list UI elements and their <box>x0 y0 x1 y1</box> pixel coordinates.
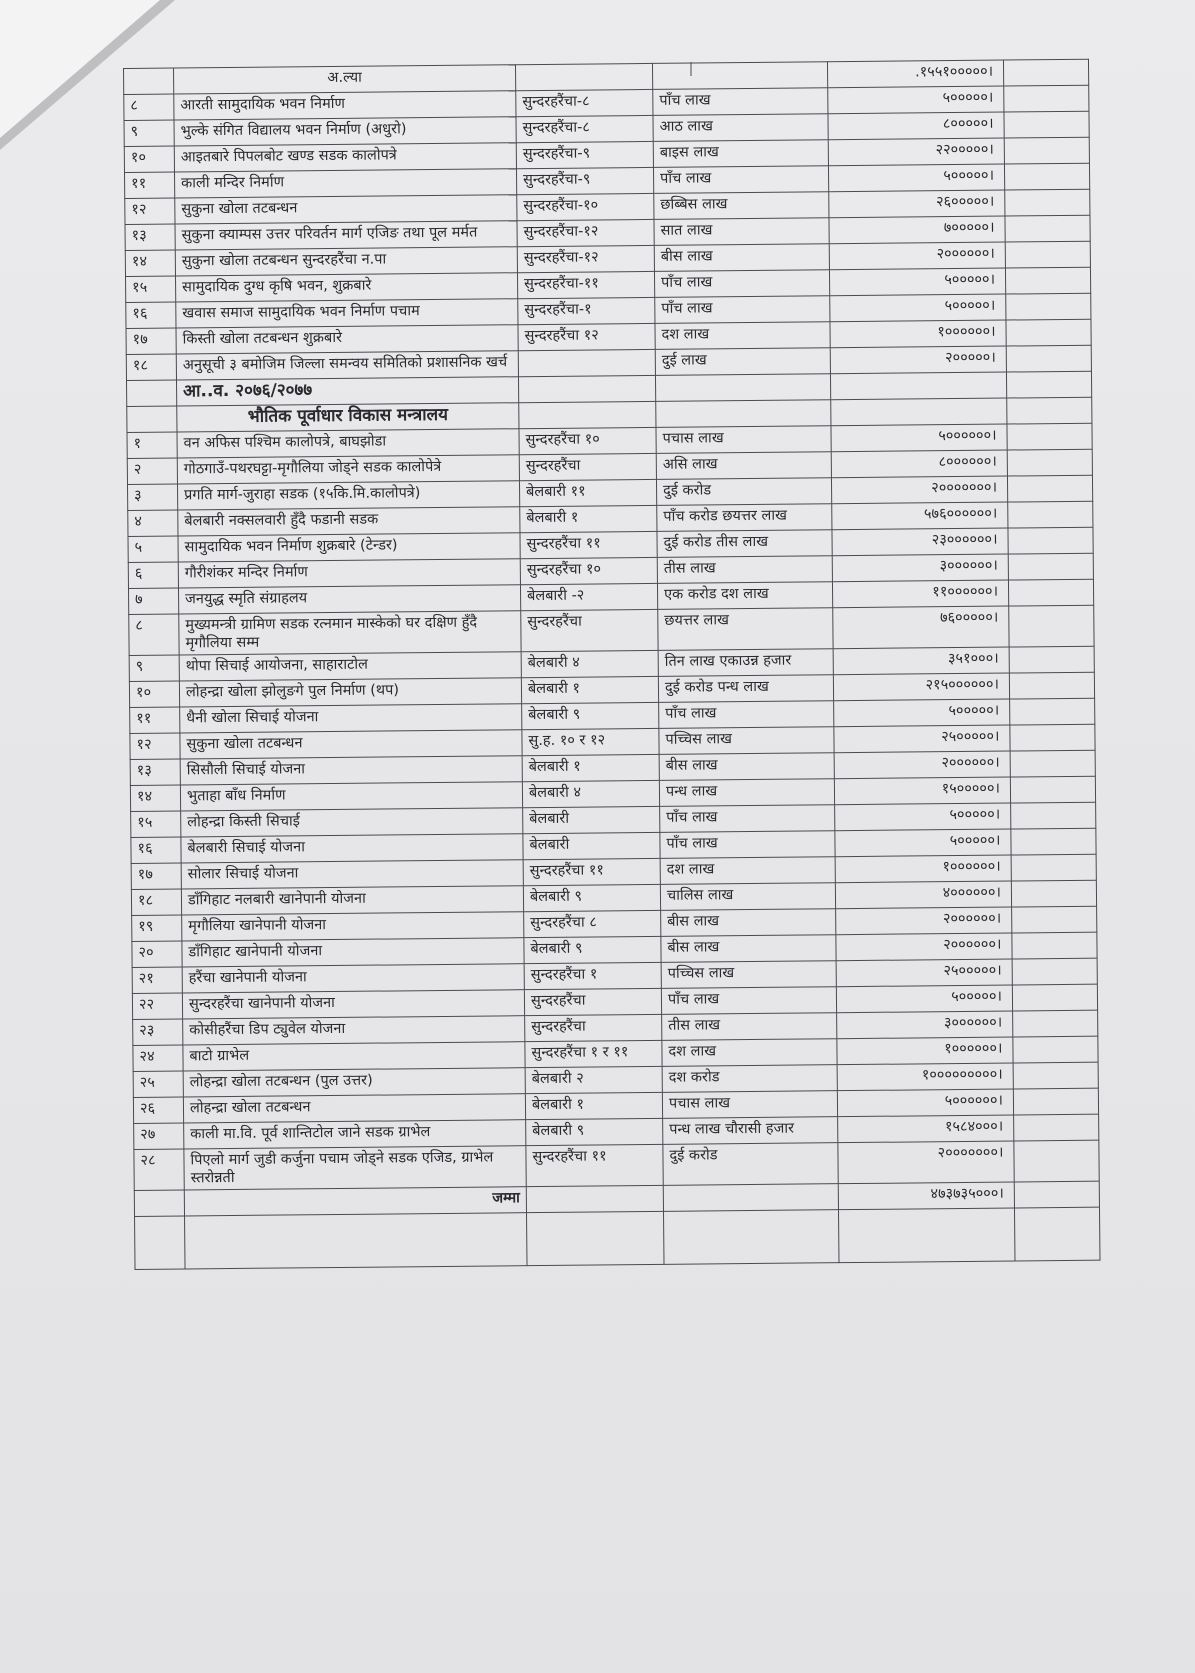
blank-cell <box>1004 137 1089 164</box>
project-name: सुकुना खोला तटबन्धन <box>180 730 522 759</box>
amount-figure: ५०००००। <box>835 803 1011 831</box>
ward-location: सुन्दरहरैंचा-१२ <box>517 245 654 272</box>
amount-figure: २५०००००। <box>836 959 1012 987</box>
serial-number: २८ <box>134 1149 184 1190</box>
serial-number: ११ <box>125 172 175 198</box>
amount-in-words: तीस लाख <box>662 1013 837 1041</box>
blank-cell <box>1009 646 1094 673</box>
blank-cell <box>1011 854 1096 881</box>
amount-in-words: पचास लाख <box>656 426 831 454</box>
ward-location: सुन्दरहरैंचा-११ <box>517 271 654 298</box>
blank-cell <box>1006 345 1091 372</box>
project-name: बेलबारी सिचाई योजना <box>181 834 523 863</box>
ward-location: सुन्दरहरैंचा ८ <box>524 910 661 937</box>
ward-location: सुन्दरहरैंचा १२ <box>518 323 655 350</box>
amount-figure: २०००००। <box>830 346 1006 374</box>
ward-location: सुन्दरहरैंचा ११ <box>520 531 657 558</box>
amount-figure: १५८४०००। <box>838 1115 1014 1143</box>
blank-cell <box>838 1208 1015 1263</box>
ward-location: सुन्दरहरैंचा-८ <box>516 115 653 142</box>
total-label: जम्मा <box>184 1187 526 1216</box>
blank-cell <box>831 398 1007 426</box>
project-name: बेलबारी नक्सलवारी हुँदै फडानी सडक <box>178 507 520 536</box>
ward-location: बेलबारी १ <box>520 505 657 532</box>
amount-figure: २२०००००। <box>828 138 1004 166</box>
serial-number: १ <box>127 432 177 458</box>
ward-location: सुन्दरहरैंचा <box>521 609 658 651</box>
blank-cell <box>663 1184 838 1212</box>
blank-cell <box>1007 397 1092 424</box>
amount-in-words: बीस लाख <box>661 935 836 963</box>
amount-figure: ५०००००। <box>830 294 1006 322</box>
amount-figure: ३५१०००। <box>833 647 1009 675</box>
ward-location: सुन्दरहरैंचा <box>519 453 656 480</box>
amount-figure: २००००००। <box>836 907 1012 935</box>
amount-figure: १५०००००। <box>834 777 1010 805</box>
amount-in-words: पाँच लाख <box>660 831 835 859</box>
amount-figure: १००००००। <box>837 1037 1013 1065</box>
project-name: सुकुना क्याम्पस उत्तर परिवर्तन मार्ग एजिङ तथा पूल मर्मत <box>175 221 517 250</box>
amount-in-words: पाँच लाख <box>653 166 828 194</box>
serial-number: १५ <box>131 811 181 837</box>
amount-in-words: दश लाख <box>662 1039 837 1067</box>
amount-figure: ८००००००। <box>831 450 1007 478</box>
blank-cell <box>1012 984 1097 1011</box>
serial-number: २६ <box>133 1097 183 1123</box>
ward-location: बेलबारी ९ <box>526 1118 663 1145</box>
serial-number: १६ <box>131 837 181 863</box>
ward-location: बेलबारी ९ <box>522 702 659 729</box>
serial-number: १८ <box>131 889 181 915</box>
amount-in-words: दुई करोड <box>656 478 831 506</box>
blank-cell <box>1008 553 1093 580</box>
project-name: आरती सामुदायिक भवन निर्माण <box>174 91 516 120</box>
amount-figure: २६०००००। <box>829 190 1005 218</box>
amount-in-words: पचास लाख <box>662 1091 837 1119</box>
blank-cell <box>1008 527 1093 554</box>
amount-in-words: एक करोड दश लाख <box>657 582 832 610</box>
serial-number: ५ <box>128 536 178 562</box>
blank-cell <box>1012 932 1097 959</box>
amount-in-words: आठ लाख <box>653 114 828 142</box>
amount-figure: ५०००००। <box>828 164 1004 192</box>
blank-cell <box>1012 906 1097 933</box>
blank-cell <box>126 380 176 406</box>
ward-location: बेलबारी ९ <box>523 884 660 911</box>
serial-number: १३ <box>130 759 180 785</box>
ward-location: बेलबारी ९ <box>524 936 661 963</box>
amount-in-words: दश लाख <box>655 322 830 350</box>
amount-figure: ७६०००००। <box>833 606 1009 649</box>
blank-cell <box>1014 1207 1100 1261</box>
blank-cell <box>1004 163 1089 190</box>
amount-in-words: पाँच करोड छयत्तर लाख <box>657 504 832 532</box>
ward-location: बेलबारी <box>523 806 660 833</box>
amount-figure: २३००००००। <box>832 528 1008 556</box>
blank-cell <box>1013 1010 1098 1037</box>
serial-number: ९ <box>124 120 174 146</box>
ward-location <box>518 349 655 376</box>
amount-figure: १०००००००००। <box>837 1063 1013 1091</box>
blank-cell <box>1011 828 1096 855</box>
ward-location: सुन्दरहरैंचा-८ <box>516 89 653 116</box>
amount-in-words: पच्चिस लाख <box>661 961 836 989</box>
ward-location: बेलबारी २ <box>525 1066 662 1093</box>
project-name: सुन्दरहरैंचा खानेपानी योजना <box>182 990 524 1019</box>
project-name: काली मा.वि. पूर्व शान्तिटोल जाने सडक ग्राभेल <box>184 1120 526 1149</box>
amount-in-words: दुई करोड पन्ध लाख <box>658 675 833 703</box>
serial-number: १५ <box>126 276 176 302</box>
amount-figure: २००००००। <box>829 242 1005 270</box>
amount-figure: ४००००००। <box>835 881 1011 909</box>
serial-number: ४ <box>128 510 178 536</box>
amount-in-words: दुई करोड तीस लाख <box>657 530 832 558</box>
blank-cell <box>1004 85 1089 112</box>
project-name: मृगौलिया खानेपानी योजना <box>182 912 524 941</box>
serial-number: ६ <box>128 562 178 588</box>
ministry-heading: भौतिक पूर्वाधार विकास मन्त्रालय <box>177 403 519 432</box>
serial-number: १६ <box>126 302 176 328</box>
serial-number: १४ <box>130 785 180 811</box>
amount-in-words: सात लाख <box>654 218 829 246</box>
amount-in-words: दुई करोड <box>663 1143 838 1186</box>
project-name: डाँगिहाट नलबारी खानेपानी योजना <box>181 886 523 915</box>
top-row-amount: .१५५१०००००। <box>827 60 1003 88</box>
ward-location: सुन्दरहरैंचा <box>524 988 661 1015</box>
amount-figure: ३००००००। <box>832 554 1008 582</box>
fiscal-year-heading: आ..व. २०७६/२०७७ <box>176 377 518 406</box>
serial-number: २१ <box>132 967 182 993</box>
empty-footer-row <box>135 1207 1100 1269</box>
ward-location: सुन्दरहरैंचा ११ <box>526 1144 663 1186</box>
amount-in-words: पाँच लाख <box>659 701 834 729</box>
blank-cell <box>1007 449 1092 476</box>
amount-in-words: पाँच लाख <box>655 296 830 324</box>
amount-in-words: पाँच लाख <box>654 270 829 298</box>
serial-number: २३ <box>133 1019 183 1045</box>
ward-location: सुन्दरहरैंचा १ <box>524 962 661 989</box>
amount-figure: ५०००००। <box>835 829 1011 857</box>
budget-table-sheet <box>123 59 1099 1270</box>
ward-location: बेलबारी -२ <box>520 583 657 610</box>
amount-figure: २०००००००। <box>831 476 1007 504</box>
serial-number: ८ <box>129 614 179 655</box>
amount-in-words: दश करोड <box>662 1065 837 1093</box>
amount-in-words: चालिस लाख <box>660 883 835 911</box>
blank-cell <box>1008 579 1093 606</box>
project-name: हरैंचा खानेपानी योजना <box>182 964 524 993</box>
project-name: काली मन्दिर निर्माण <box>175 169 517 198</box>
amount-in-words: तीस लाख <box>657 556 832 584</box>
blank-cell <box>1006 293 1091 320</box>
amount-in-words: बीस लाख <box>654 244 829 272</box>
serial-number: १७ <box>131 863 181 889</box>
serial-number: १३ <box>125 224 175 250</box>
blank-cell <box>1013 1062 1098 1089</box>
blank-cell <box>1007 475 1092 502</box>
blank-cell <box>664 1210 840 1265</box>
blank-cell <box>1008 501 1093 528</box>
ward-location: सुन्दरहरैंचा <box>525 1014 662 1041</box>
blank-cell <box>655 374 830 402</box>
ward-location: बेलबारी १ <box>525 1092 662 1119</box>
project-name: बाटो ग्राभेल <box>183 1042 525 1071</box>
blank-cell <box>1014 1114 1099 1141</box>
amount-in-words: बीस लाख <box>659 753 834 781</box>
blank-cell <box>518 375 655 402</box>
project-name: अनुसूची ३ बमोजिम जिल्ला समन्वय समितिको प्रशासनिक खर्च <box>176 351 518 380</box>
amount-figure: २००००००। <box>834 751 1010 779</box>
serial-number: १२ <box>130 733 180 759</box>
project-name: वन अफिस पश्चिम कालोपत्रे, बाघझोडा <box>177 429 519 458</box>
amount-in-words: पाँच लाख <box>660 805 835 833</box>
amount-in-words: असि लाख <box>656 452 831 480</box>
project-name: आइतबारे पिपलबोट खण्ड सडक कालोपत्रे <box>174 143 516 172</box>
amount-figure: ७०००००। <box>829 216 1005 244</box>
blank-cell <box>1005 189 1090 216</box>
project-name: गौरीशंकर मन्दिर निर्माण <box>178 559 520 588</box>
amount-figure: ५००००००। <box>837 1089 1013 1117</box>
blank-cell <box>127 406 177 432</box>
serial-number: १९ <box>132 915 182 941</box>
serial-number: १० <box>129 681 179 707</box>
amount-figure: १००००००। <box>830 320 1006 348</box>
project-name: किस्ती खोला तटबन्धन शुक्रबारे <box>176 325 518 354</box>
blank-cell <box>1005 267 1090 294</box>
blank-cell <box>1010 776 1095 803</box>
blank-cell <box>1013 1088 1098 1115</box>
blank-cell <box>1004 111 1089 138</box>
serial-number: १० <box>124 146 174 172</box>
blank-cell <box>1005 241 1090 268</box>
project-name: लोहन्द्रा खोला तटबन्धन <box>183 1094 525 1123</box>
blank-cell <box>1011 880 1096 907</box>
amount-figure: ३००००००। <box>837 1011 1013 1039</box>
blank-cell <box>1011 802 1096 829</box>
ward-location: सुन्दरहरैंचा १० <box>519 427 656 454</box>
serial-number: २५ <box>133 1071 183 1097</box>
amount-in-words: दश लाख <box>660 857 835 885</box>
project-name: सुकुना खोला तटबन्धन <box>175 195 517 224</box>
amount-in-words: पच्चिस लाख <box>659 727 834 755</box>
amount-figure: २००००००। <box>836 933 1012 961</box>
blank-cell <box>1012 958 1097 985</box>
amount-in-words: पाँच लाख <box>661 987 836 1015</box>
serial-number: २४ <box>133 1045 183 1071</box>
serial-number: १२ <box>125 198 175 224</box>
serial-number: ९ <box>129 655 179 681</box>
serial-number: १४ <box>125 250 175 276</box>
project-name: सिसौली सिचाई योजना <box>180 756 522 785</box>
serial-number: ७ <box>128 588 178 614</box>
project-name: डाँगिहाट खानेपानी योजना <box>182 938 524 967</box>
ward-location: सुन्दरहरैंचा-९ <box>516 141 653 168</box>
project-name: गोठगाउँ-पथरघट्टा-मृगौलिया जोड्ने सडक कालोपेत्रे <box>177 455 519 484</box>
ward-location: सुन्दरहरैंचा ११ <box>523 858 660 885</box>
blank-cell <box>135 1216 186 1269</box>
serial-number: २२ <box>132 993 182 1019</box>
project-name: सोलार सिचाई योजना <box>181 860 523 889</box>
amount-in-words: छयत्तर लाख <box>658 608 833 651</box>
blank-cell <box>1007 423 1092 450</box>
ward-location: सुन्दरहरैंचा १० <box>520 557 657 584</box>
project-name: लोहन्द्रा खोला झोलुङगे पुल निर्माण (थप) <box>179 678 521 707</box>
blank-cell <box>185 1213 527 1269</box>
project-name: मुख्यमन्त्री ग्रामिण सडक रत्नमान मास्केको घर दक्षिण हुँदै मृगौलिया सम्म <box>179 611 521 655</box>
serial-number: २० <box>132 941 182 967</box>
ward-location: सुन्दरहरैंचा-१२ <box>517 219 654 246</box>
ward-location: बेलबारी ११ <box>519 479 656 506</box>
amount-figure: २१५००००००। <box>833 673 1009 701</box>
serial-number: १७ <box>126 328 176 354</box>
ward-location: सुन्दरहरैंचा १ र ११ <box>525 1040 662 1067</box>
blank-cell <box>1006 319 1091 346</box>
serial-number: ३ <box>127 484 177 510</box>
project-name: लोहन्द्रा खोला तटबन्धन (पुल उत्तर) <box>183 1068 525 1097</box>
budget-table <box>123 59 1100 1270</box>
blank-cell <box>1005 215 1090 242</box>
serial-number: ११ <box>130 707 180 733</box>
ward-location: सु.ह. १० र १२ <box>522 728 659 755</box>
project-name: प्रगति मार्ग-जुराहा सडक (१५कि.मि.कालोपत्रे) <box>177 481 519 510</box>
serial-number: २७ <box>134 1123 184 1149</box>
blank-cell <box>1009 605 1094 647</box>
amount-in-words: दुई लाख <box>655 348 830 376</box>
project-name: कोसीहरैंचा डिप ट्युवेल योजना <box>183 1016 525 1045</box>
blank-cell <box>1010 750 1095 777</box>
amount-figure: ११००००००। <box>832 580 1008 608</box>
amount-figure: ५००००००। <box>831 424 1007 452</box>
blank-cell <box>527 1211 665 1265</box>
ward-location: बेलबारी १ <box>522 754 659 781</box>
amount-in-words: छब्बिस लाख <box>654 192 829 220</box>
blank-cell <box>1013 1036 1098 1063</box>
blank-cell <box>526 1185 663 1212</box>
amount-figure: ५०००००। <box>828 86 1004 114</box>
amount-in-words: तिन लाख एकाउन्न हजार <box>658 649 833 677</box>
project-name: लोहन्द्रा किस्ती सिचाई <box>181 808 523 837</box>
blank-cell <box>519 401 656 428</box>
amount-figure: २०००००००। <box>838 1141 1014 1184</box>
project-name: सामुदायिक दुग्ध कृषि भवन, शुक्रबारे <box>175 273 517 302</box>
blank-cell <box>134 1190 184 1216</box>
blank-cell <box>1014 1181 1099 1208</box>
amount-figure: ८०००००। <box>828 112 1004 140</box>
amount-in-words: पन्ध लाख चौरासी हजार <box>663 1117 838 1145</box>
blank-cell <box>1010 724 1095 751</box>
ward-location: सुन्दरहरैंचा-१ <box>518 297 655 324</box>
ward-location: बेलबारी ४ <box>521 650 658 677</box>
serial-number: १८ <box>126 354 176 380</box>
project-name: सामुदायिक भवन निर्माण शुक्रबारे (टेन्डर) <box>178 533 520 562</box>
amount-in-words: पाँच लाख <box>653 88 828 116</box>
blank-cell <box>830 372 1006 400</box>
total-amount: ४७३७३५०००। <box>838 1182 1014 1210</box>
project-name: खवास समाज सामुदायिक भवन निर्माण पचाम <box>176 299 518 328</box>
ward-location: बेलबारी <box>523 832 660 859</box>
amount-figure: १००००००। <box>835 855 1011 883</box>
blank-cell <box>1006 371 1091 398</box>
amount-in-words: बाइस लाख <box>653 140 828 168</box>
serial-number: ८ <box>124 94 174 120</box>
project-name: थोपा सिचाई आयोजना, साहाराटोल <box>179 652 521 681</box>
ward-location: बेलबारी ४ <box>522 780 659 807</box>
budget-table-body <box>124 59 1100 1269</box>
amount-figure: ५०००००। <box>829 268 1005 296</box>
project-name: पिएलो मार्ग जुडी कर्जुना पचाम जोड्ने सडक एजिड, ग्राभेल स्तरोन्नती <box>184 1146 526 1190</box>
ward-location: सुन्दरहरैंचा-१० <box>517 193 654 220</box>
amount-figure: २५०००००। <box>834 725 1010 753</box>
blank-cell <box>656 400 831 428</box>
ward-location: बेलबारी १ <box>521 676 658 703</box>
amount-in-words: पन्ध लाख <box>659 779 834 807</box>
project-name: भुताहा बाँध निर्माण <box>180 782 522 811</box>
amount-figure: ५०००००। <box>834 699 1010 727</box>
amount-in-words: बीस लाख <box>661 909 836 937</box>
serial-number: २ <box>127 458 177 484</box>
project-name: सुकुना खोला तटबन्धन सुन्दरहरैंचा न.पा <box>175 247 517 276</box>
ward-location: सुन्दरहरैंचा-९ <box>516 167 653 194</box>
amount-figure: ५७६००००००। <box>832 502 1008 530</box>
blank-cell <box>1014 1140 1099 1182</box>
blank-cell <box>1010 698 1095 725</box>
blank-cell <box>1009 672 1094 699</box>
top-row-label: अ.ल्या <box>174 65 516 94</box>
project-name: जनयुद्ध स्मृति संग्राहलय <box>178 585 520 614</box>
project-name: धैनी खोला सिचाई योजना <box>180 704 522 733</box>
amount-figure: ५०००००। <box>836 985 1012 1013</box>
project-name: भुल्के संगित विद्यालय भवन निर्माण (अधुरो) <box>174 117 516 146</box>
